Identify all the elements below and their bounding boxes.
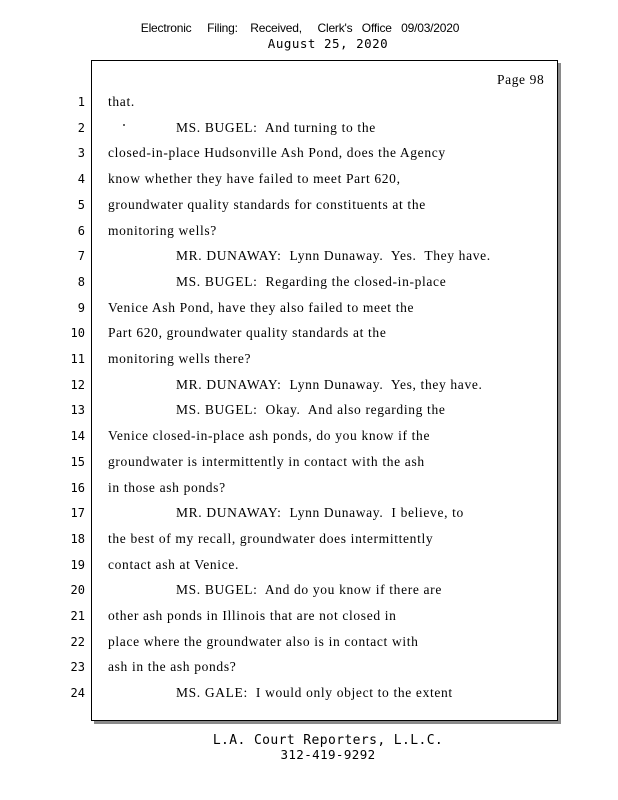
page-number: Page 98 xyxy=(497,72,545,87)
line-number: 22 xyxy=(70,634,85,649)
line-text: know whether they have failed to meet Part 620, xyxy=(108,171,401,187)
line-text: the best of my recall, groundwater does intermittently xyxy=(108,530,434,546)
transcript-line xyxy=(0,504,618,524)
line-number: 6 xyxy=(77,223,85,238)
transcript-line xyxy=(0,299,618,319)
line-text: groundwater is intermittently in contact with the ash xyxy=(108,453,425,469)
line-number: 14 xyxy=(70,429,85,444)
line-text: MS. BUGEL: And turning to the xyxy=(176,119,376,135)
line-number: 9 xyxy=(77,300,85,315)
filing-stamp: Electronic Filing: Received, Clerk's Office 09/03/2020 xyxy=(140,21,460,35)
transcript-line xyxy=(0,144,618,164)
transcript-line xyxy=(0,658,618,678)
line-text: Venice closed-in-place ash ponds, do you know if the xyxy=(108,428,431,444)
transcript-line xyxy=(0,633,618,653)
line-text: MR. DUNAWAY: Lynn Dunaway. Yes, they have. xyxy=(176,376,483,392)
transcript-line xyxy=(0,196,618,216)
transcript-line xyxy=(0,556,618,576)
line-number: 2 xyxy=(77,120,85,135)
line-text: monitoring wells there? xyxy=(108,351,252,366)
transcript-line xyxy=(0,479,618,499)
line-number: 10 xyxy=(70,326,85,341)
transcript-line xyxy=(0,273,618,293)
line-text: closed-in-place Hudsonville Ash Pond, does the Agency xyxy=(108,145,446,161)
line-text: in those ash ponds? xyxy=(108,479,226,495)
line-number: 5 xyxy=(77,197,85,212)
line-number: 8 xyxy=(77,274,85,289)
transcript-date: August 25, 2020 xyxy=(267,36,389,51)
line-text: MS. GALE: I would only object to the extent xyxy=(176,685,453,701)
line-number: 20 xyxy=(70,583,85,598)
line-number: 7 xyxy=(77,249,85,264)
line-text: Part 620, groundwater quality standards at the xyxy=(108,325,387,341)
transcript-line xyxy=(0,247,618,267)
transcript-line xyxy=(0,376,618,396)
line-text: MS. BUGEL: Regarding the closed-in-place xyxy=(176,273,447,289)
reporter-phone: 312-419-9292 xyxy=(280,747,376,762)
line-text: that. xyxy=(108,94,135,109)
line-text: MR. DUNAWAY: Lynn Dunaway. I believe, to xyxy=(176,505,464,521)
transcript-line xyxy=(0,684,618,704)
line-number: 15 xyxy=(70,454,85,469)
line-number: 4 xyxy=(77,172,85,187)
transcript-line xyxy=(0,93,618,113)
line-text: MS. BUGEL: And do you know if there are xyxy=(176,582,442,598)
line-number: 11 xyxy=(70,352,85,366)
line-number: 18 xyxy=(70,531,85,546)
transcript-line xyxy=(0,170,618,190)
line-number: 1 xyxy=(77,95,85,109)
reporter-company: L.A. Court Reporters, L.L.C. xyxy=(212,733,444,748)
line-text: other ash ponds in Illinois that are not closed in xyxy=(108,608,397,623)
transcript-line xyxy=(0,607,618,627)
line-number: 13 xyxy=(70,403,85,418)
line-number: 12 xyxy=(70,377,85,392)
transcript-line xyxy=(0,427,618,447)
line-text: monitoring wells? xyxy=(108,222,217,238)
line-text: MR. DUNAWAY: Lynn Dunaway. Yes. They have. xyxy=(176,248,491,264)
line-number: 21 xyxy=(70,609,85,623)
transcript-line xyxy=(0,324,618,344)
transcript-line xyxy=(0,119,618,139)
line-text: contact ash at Venice. xyxy=(108,556,240,572)
line-number: 19 xyxy=(70,557,85,572)
line-text: place where the groundwater also is in contact with xyxy=(108,633,419,649)
line-number: 17 xyxy=(70,506,85,521)
transcript-line xyxy=(0,401,618,421)
line-number: 23 xyxy=(70,660,85,675)
transcript-line xyxy=(0,581,618,601)
line-number: 3 xyxy=(77,146,85,161)
transcript-line xyxy=(0,453,618,473)
line-number: 24 xyxy=(70,686,85,701)
line-text: MS. BUGEL: Okay. And also regarding the xyxy=(176,402,446,418)
line-text: Venice Ash Pond, have they also failed to meet the xyxy=(108,299,415,315)
line-number: 16 xyxy=(70,480,85,495)
transcript-line xyxy=(0,530,618,550)
line-text: groundwater quality standards for constituents at the xyxy=(108,196,426,212)
line-text: ash in the ash ponds? xyxy=(108,659,237,675)
transcript-line xyxy=(0,222,618,242)
transcript-line xyxy=(0,350,618,370)
